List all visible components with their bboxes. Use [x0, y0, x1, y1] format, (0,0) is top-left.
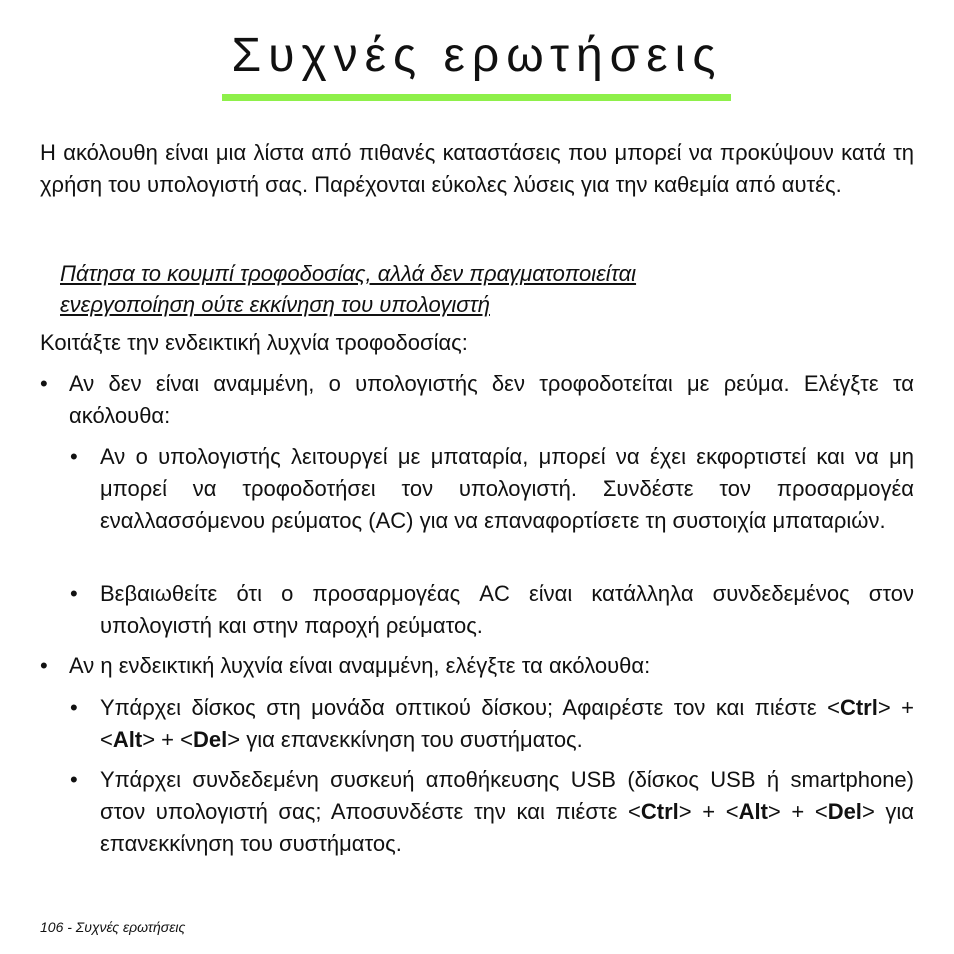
ctrl-key: Ctrl: [640, 799, 679, 824]
list-item-text-part: για επανεκκίνηση του συστήματος.: [100, 799, 915, 856]
key-bracket: >: [861, 799, 875, 824]
page-footer: 106 - Συχνές ερωτήσεις: [40, 919, 186, 935]
page-title: Συχνές ερωτήσεις: [231, 29, 723, 82]
bullet-icon: •: [70, 767, 78, 792]
bullet-icon: •: [40, 371, 48, 396]
key-plus: +: [155, 727, 181, 752]
title-underline: [222, 94, 731, 101]
key-bracket: <: [100, 727, 113, 752]
list-item-text-part: Υπάρχει συνδεδεμένη συσκευή αποθήκευσης USB (δίσκος USB ή smartphone) στον υπολογιστή σας; Αποσυνδέστε την και πιέστε: [100, 767, 914, 824]
alt-key: Alt: [112, 727, 143, 752]
bullet-icon: •: [70, 444, 78, 469]
key-bracket: <: [814, 799, 828, 824]
list-item-text: Αν δεν είναι αναμμένη, ο υπολογιστής δεν τροφοδοτείται με ρεύμα. Ελέγξτε τα ακόλουθα:: [69, 371, 914, 428]
key-bracket: >: [877, 695, 891, 720]
list-item-text: Βεβαιωθείτε ότι ο προσαρμογέας AC είναι κατάλληλα συνδεδεμένος στον υπολογιστή και στην παροχή ρεύματος.: [100, 581, 914, 638]
list-item-text: [100, 764, 914, 860]
key-bracket: <: [628, 799, 641, 824]
check-light-paragraph: Κοιτάξτε την ενδεικτική λυχνία τροφοδοσίας:: [40, 330, 468, 355]
key-bracket: >: [142, 727, 156, 752]
bullet-icon: •: [70, 695, 78, 720]
key-bracket: >: [227, 727, 241, 752]
list-item-text: Αν ο υπολογιστής λειτουργεί με μπαταρία, μπορεί να έχει εκφορτιστεί και να μη μπορεί να τροφοδοτήσει τον υπολογιστή. Συνδέστε τον προσαρμογέα εναλλασσόμενου ρεύματος (AC) για να επαναφορτίσετε τη συστοιχία μπαταριών.: [100, 444, 914, 533]
section-heading-line1: Πάτησα το κουμπί τροφοδοσίας, αλλά δεν πραγματοποιείται: [60, 261, 637, 286]
key-plus: +: [691, 799, 726, 824]
bullet-icon: •: [40, 653, 48, 678]
key-plus: +: [890, 695, 914, 720]
del-key: Del: [827, 799, 862, 824]
key-bracket: >: [678, 799, 692, 824]
del-key: Del: [192, 727, 228, 752]
key-bracket: <: [725, 799, 739, 824]
key-bracket: <: [180, 727, 193, 752]
list-item-text: Αν η ενδεικτική λυχνία είναι αναμμένη, ελέγξτε τα ακόλουθα:: [69, 653, 651, 678]
key-bracket: >: [767, 799, 781, 824]
bullet-icon: •: [70, 581, 78, 606]
key-plus: +: [780, 799, 815, 824]
section-heading-line2: ενεργοποίηση ούτε εκκίνηση του υπολογιστή: [60, 292, 490, 317]
list-item-text-part: για επανεκκίνηση του συστήματος.: [240, 727, 583, 752]
key-bracket: <: [827, 695, 840, 720]
alt-key: Alt: [738, 799, 768, 824]
ctrl-key: Ctrl: [839, 695, 878, 720]
section-heading: [60, 258, 780, 320]
intro-paragraph: Η ακόλουθη είναι μια λίστα από πιθανές καταστάσεις που μπορεί να προκύψουν κατά τη χρήση του υπολογιστή σας. Παρέχονται εύκολες λύσεις για την καθεμία από αυτές.: [40, 140, 914, 197]
list-item-text-part: Υπάρχει δίσκος στη μονάδα οπτικού δίσκου; Αφαιρέστε τον και πιέστε: [100, 695, 828, 720]
list-item-text: [100, 692, 914, 756]
